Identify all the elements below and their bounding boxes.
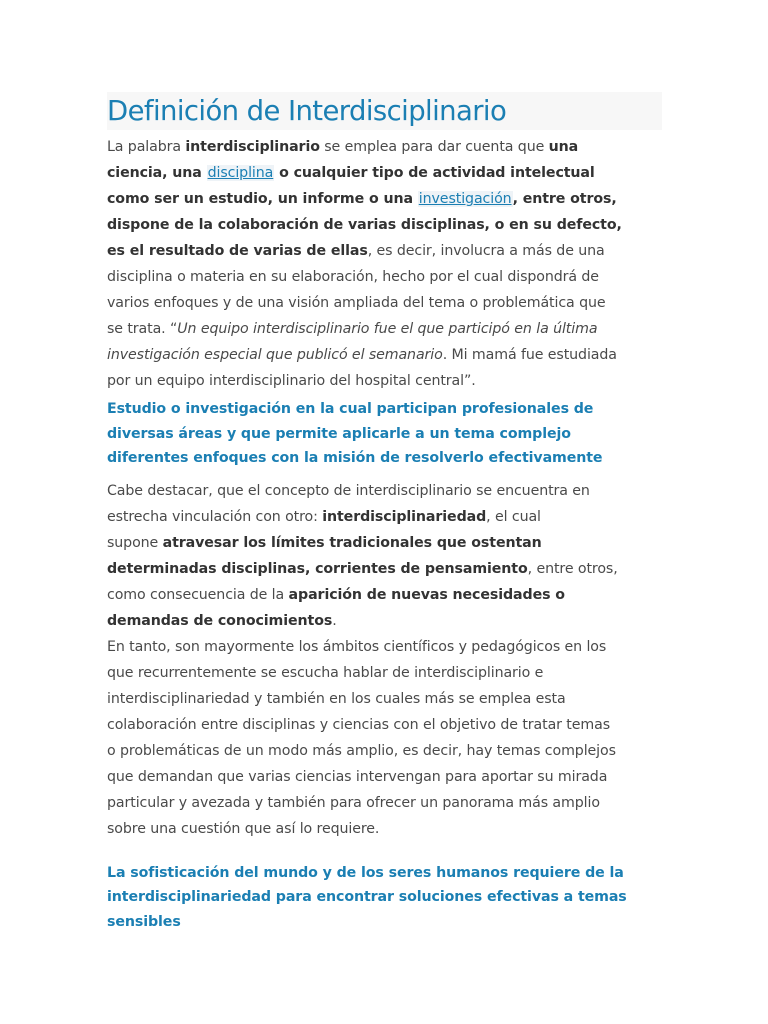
text-run: La palabra bbox=[107, 139, 186, 155]
text-run: . bbox=[332, 612, 337, 629]
text-run: interdisciplinariedad y también en los cuales más se emplea esta bbox=[107, 690, 566, 707]
text-run: , el cual bbox=[486, 508, 541, 525]
bold-text: demandas de conocimientos bbox=[107, 612, 333, 629]
bold-text: aparición de nuevas necesidades o bbox=[288, 586, 565, 603]
page-title: Definición de Interdisciplinario bbox=[107, 95, 507, 127]
text-run: Cabe destacar, que el concepto de interdisciplinario se encuentra en bbox=[107, 482, 590, 499]
link-disciplina[interactable]: disciplina bbox=[207, 165, 274, 181]
text-run: supone bbox=[107, 534, 163, 551]
bold-text: una bbox=[548, 139, 579, 155]
highlight-line: diversas áreas y que permite aplicarle a un tema complejo bbox=[107, 425, 571, 442]
article bbox=[107, 92, 667, 934]
text-run: que recurrentemente se escucha hablar de interdisciplinario e bbox=[107, 664, 544, 681]
title-block bbox=[107, 92, 662, 130]
highlight-definition bbox=[107, 397, 667, 471]
text-run: , entre otros, bbox=[527, 560, 618, 577]
bold-text: como ser un estudio, un informe o una bbox=[107, 191, 418, 207]
link-investigacion[interactable]: investigación bbox=[418, 191, 512, 207]
highlight-sofisticacion bbox=[107, 861, 667, 935]
text-run: , es decir, involucra a más de una bbox=[367, 243, 605, 259]
text-run: por un equipo interdisciplinario del hospital central”. bbox=[107, 373, 476, 389]
bold-term: interdisciplinario bbox=[185, 139, 320, 155]
text-run: disciplina o materia en su elaboración, hecho por el cual dispondrá de bbox=[107, 269, 599, 285]
text-run: varios enfoques y de una visión ampliada del tema o problemática que bbox=[107, 295, 606, 311]
bold-term: interdisciplinariedad bbox=[322, 508, 487, 525]
bold-text: dispone de la colaboración de varias disciplinas, o en su defecto, bbox=[107, 217, 622, 233]
text-run: se trata. “ bbox=[107, 321, 178, 337]
highlight-line: interdisciplinariedad para encontrar soluciones efectivas a temas bbox=[107, 889, 627, 905]
bold-text: o cualquier tipo de actividad intelectual bbox=[274, 165, 595, 181]
italic-quote: Un equipo interdisciplinario fue el que participó en la última bbox=[177, 321, 598, 337]
highlight-line: sensibles bbox=[107, 913, 181, 930]
text-run: se emplea para dar cuenta que bbox=[319, 139, 549, 155]
text-run: como consecuencia de la bbox=[107, 586, 289, 603]
text-run: particular y avezada y también para ofrecer un panorama más amplio bbox=[107, 794, 600, 811]
italic-quote: investigación especial que publicó el semanario bbox=[107, 347, 443, 363]
paragraph-interdisciplinariedad bbox=[107, 478, 667, 842]
text-run: o problemáticas de un modo más amplio, es decir, hay temas complejos bbox=[107, 742, 616, 759]
bold-text: ciencia, una bbox=[107, 165, 207, 181]
highlight-line: Estudio o investigación en la cual participan profesionales de bbox=[107, 401, 594, 417]
text-run: que demandan que varias ciencias intervengan para aportar su mirada bbox=[107, 768, 608, 785]
text-run: En tanto, son mayormente los ámbitos científicos y pedagógicos en los bbox=[107, 638, 607, 655]
bold-text: atravesar los límites tradicionales que ostentan bbox=[162, 534, 542, 551]
text-run: . Mi mamá fue estudiada bbox=[442, 347, 617, 363]
bold-text: es el resultado de varias de ellas bbox=[107, 243, 368, 259]
text-run: colaboración entre disciplinas y ciencias con el objetivo de tratar temas bbox=[107, 716, 611, 733]
bold-text: determinadas disciplinas, corrientes de pensamiento bbox=[107, 560, 528, 577]
bold-text: , entre otros, bbox=[512, 191, 617, 207]
paragraph-definition bbox=[107, 134, 667, 394]
text-run: sobre una cuestión que así lo requiere. bbox=[107, 820, 380, 837]
highlight-line: diferentes enfoques con la misión de resolverlo efectivamente bbox=[107, 450, 603, 466]
text-run: estrecha vinculación con otro: bbox=[107, 508, 323, 525]
highlight-line: La sofisticación del mundo y de los seres humanos requiere de la bbox=[107, 864, 624, 881]
